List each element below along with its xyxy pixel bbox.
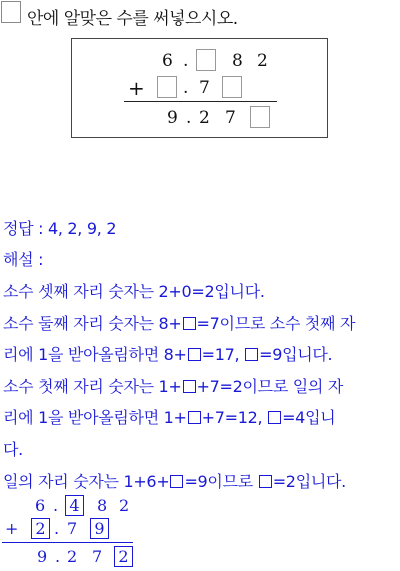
explanation-line-2 bbox=[3, 314, 355, 334]
plus-sign: + bbox=[128, 76, 145, 100]
digit: 2 bbox=[257, 51, 268, 71]
blank-box[interactable] bbox=[157, 76, 177, 98]
blank-box[interactable] bbox=[250, 106, 270, 128]
sum-line bbox=[2, 542, 133, 543]
sum-line bbox=[124, 101, 277, 102]
decimal-point: . bbox=[183, 78, 189, 98]
blank-box[interactable] bbox=[222, 76, 242, 98]
line-text: 소수 셋째 자리 숫자는 2+0=2입니다. bbox=[3, 282, 265, 301]
digit: 8 bbox=[232, 51, 243, 71]
line-text: +7=2이므로 일의 자 bbox=[196, 377, 344, 396]
line-text: =7이므로 소수 첫째 자 bbox=[196, 314, 356, 333]
line-text: =17, bbox=[201, 345, 240, 364]
digit: 6 bbox=[35, 496, 46, 515]
line-text: 리에 1을 받아올림하면 1+ bbox=[3, 408, 187, 427]
explanation-heading: 해설 : bbox=[3, 250, 44, 269]
explanation-line-3 bbox=[3, 345, 332, 365]
blank-square-icon bbox=[170, 475, 183, 488]
digit: 7 bbox=[225, 108, 236, 128]
digit: 7 bbox=[67, 519, 78, 538]
answer-box-icon bbox=[1, 1, 21, 23]
filled-box: 2 bbox=[114, 546, 133, 567]
line-text: =9이므로 bbox=[184, 472, 253, 491]
digit: 9 bbox=[167, 108, 178, 128]
line-text: =4입니 bbox=[282, 408, 336, 427]
blank-square-icon bbox=[183, 317, 196, 330]
digit: 8 bbox=[97, 496, 108, 515]
blank-square-icon bbox=[245, 348, 258, 361]
line-text: 리에 1을 받아올림하면 8+ bbox=[3, 345, 187, 364]
digit: 2 bbox=[199, 108, 210, 128]
blank-square-icon bbox=[188, 411, 201, 424]
explanation-line-4 bbox=[3, 377, 343, 397]
digit: 6 bbox=[162, 51, 173, 71]
question-text: 안에 알맞은 수를 써넣으시오. bbox=[27, 9, 238, 29]
decimal-point: . bbox=[53, 496, 59, 515]
explanation-line-5 bbox=[3, 408, 335, 428]
explanation-line-7 bbox=[3, 472, 346, 492]
filled-box: 2 bbox=[31, 518, 50, 539]
line-text: =2입니다. bbox=[272, 472, 346, 491]
plus-sign: + bbox=[5, 519, 19, 538]
line-text: +7=12, bbox=[201, 408, 263, 427]
blank-square-icon bbox=[268, 411, 281, 424]
filled-box: 4 bbox=[65, 495, 84, 516]
filled-box: 9 bbox=[90, 518, 109, 539]
problem-frame bbox=[71, 38, 328, 138]
digit: 7 bbox=[92, 547, 103, 566]
digit: 2 bbox=[67, 547, 78, 566]
blank-square-icon bbox=[188, 348, 201, 361]
line-text: 소수 둘째 자리 숫자는 8+ bbox=[3, 314, 182, 333]
decimal-point: . bbox=[183, 51, 189, 71]
blank-square-icon bbox=[183, 380, 196, 393]
digit: 9 bbox=[37, 547, 48, 566]
line-text: 일의 자리 숫자는 1+6+ bbox=[3, 472, 170, 491]
line-text: 소수 첫째 자리 숫자는 1+ bbox=[3, 377, 182, 396]
explanation-line-6: 다. bbox=[3, 440, 23, 459]
digit: 2 bbox=[119, 496, 130, 515]
digit: 7 bbox=[199, 78, 210, 98]
decimal-point: . bbox=[54, 519, 60, 538]
blank-square-icon bbox=[259, 475, 272, 488]
answer-text: 정답 : 4, 2, 9, 2 bbox=[3, 219, 117, 238]
blank-box[interactable] bbox=[196, 49, 216, 71]
decimal-point: . bbox=[186, 108, 192, 128]
line-text: =9입니다. bbox=[259, 345, 333, 364]
decimal-point: . bbox=[55, 547, 61, 566]
explanation-line-1 bbox=[3, 282, 265, 302]
